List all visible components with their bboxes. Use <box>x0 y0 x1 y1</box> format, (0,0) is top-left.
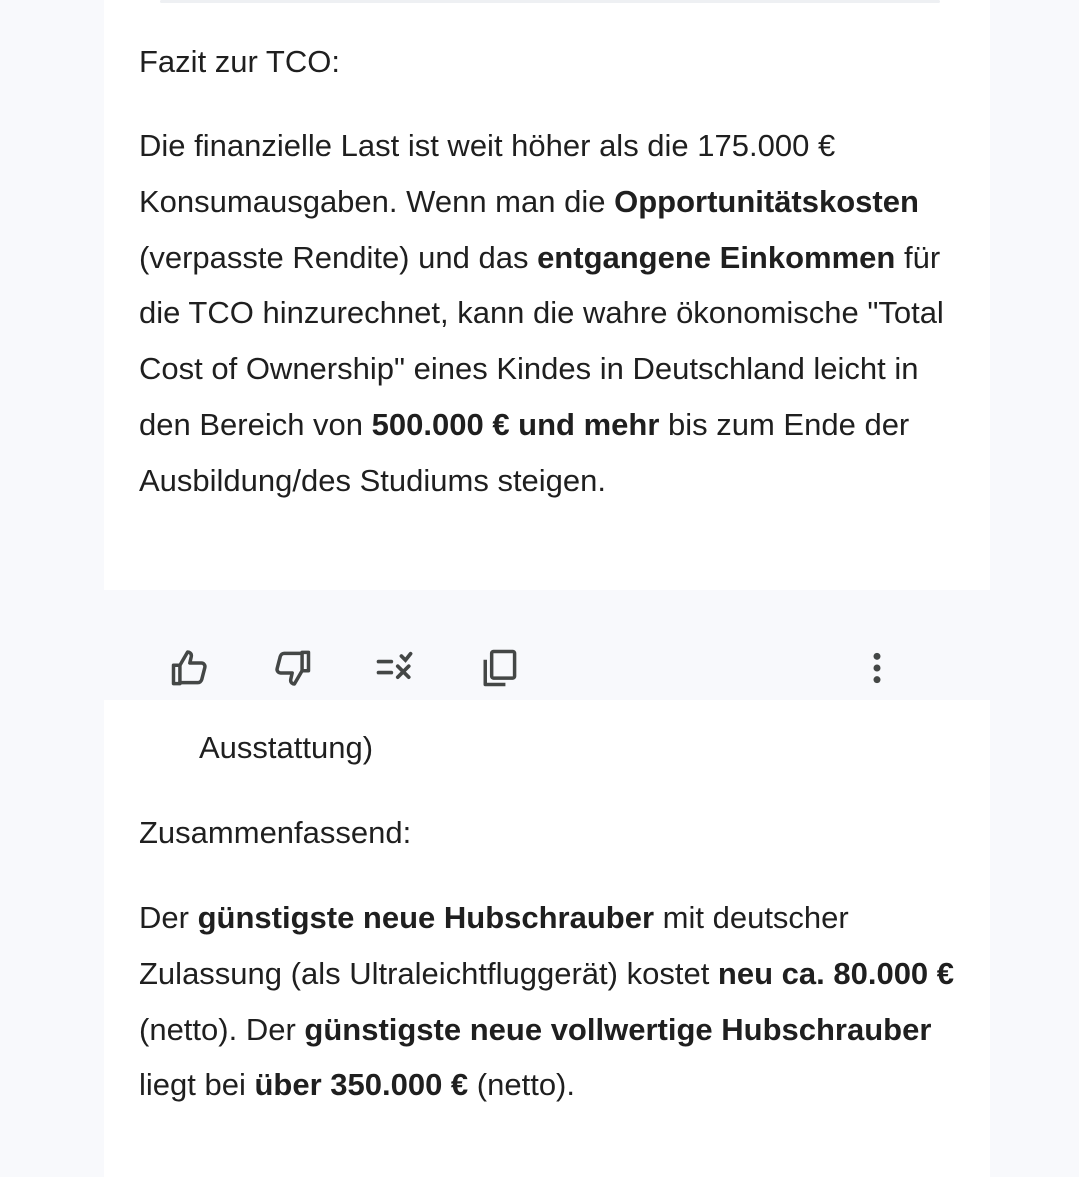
modify-response-button[interactable] <box>367 640 423 696</box>
summary-paragraph <box>139 890 959 1113</box>
more-options-button[interactable] <box>849 640 905 696</box>
text-run: (netto). <box>468 1067 575 1103</box>
thumbs-down-button[interactable] <box>264 640 320 696</box>
text-run: liegt bei <box>139 1067 255 1103</box>
thumbs-up-icon <box>168 646 212 690</box>
bold-lost-income: entgangene Einkommen <box>537 239 896 275</box>
bold-opportunity-costs: Opportunitätskosten <box>614 183 919 219</box>
text-run: (netto). Der <box>139 1011 305 1047</box>
text-run: mit deutscher Zulassung (als Ultraleichtfluggerät) kostet <box>139 900 849 991</box>
bold-total-amount: 500.000 € und mehr <box>371 406 660 442</box>
section-heading-tco: Fazit zur TCO: <box>139 44 340 79</box>
more-vert-icon <box>857 648 897 688</box>
copy-icon <box>477 646 521 690</box>
text-run: Die finanzielle Last ist weit höher als die 175.000 € Konsumausgaben. Wenn man die <box>139 128 836 219</box>
section-heading-summary: Zusammenfassend: <box>139 815 412 850</box>
bold-price-new: neu ca. 80.000 € <box>717 955 955 991</box>
bold-price-over: über 350.000 € <box>254 1067 469 1103</box>
thumbs-up-button[interactable] <box>162 640 218 696</box>
text-run: bis zum Ende der Ausbildung/des Studiums steigen. <box>139 406 910 498</box>
response-actions-toolbar <box>104 620 990 710</box>
modify-response-icon <box>373 646 417 690</box>
text-run: für die TCO hinzurechnet, kann die wahre ökonomische "Total Cost of Ownership" eines Kindes in Deutschland leicht in den Bereich von <box>139 239 944 442</box>
text-run: (verpasste Rendite) und das <box>139 239 538 275</box>
bold-cheapest-helicopter: günstigste neue Hubschrauber <box>197 900 655 935</box>
copy-button[interactable] <box>471 640 527 696</box>
text-run: Der <box>139 900 198 935</box>
tco-conclusion-paragraph <box>139 118 959 509</box>
divider <box>160 0 940 3</box>
bold-cheapest-full-helicopter: günstigste neue vollwertige Hubschrauber <box>304 1011 932 1047</box>
thumbs-down-icon <box>270 646 314 690</box>
list-item-fragment: Ausstattung) <box>199 730 374 765</box>
